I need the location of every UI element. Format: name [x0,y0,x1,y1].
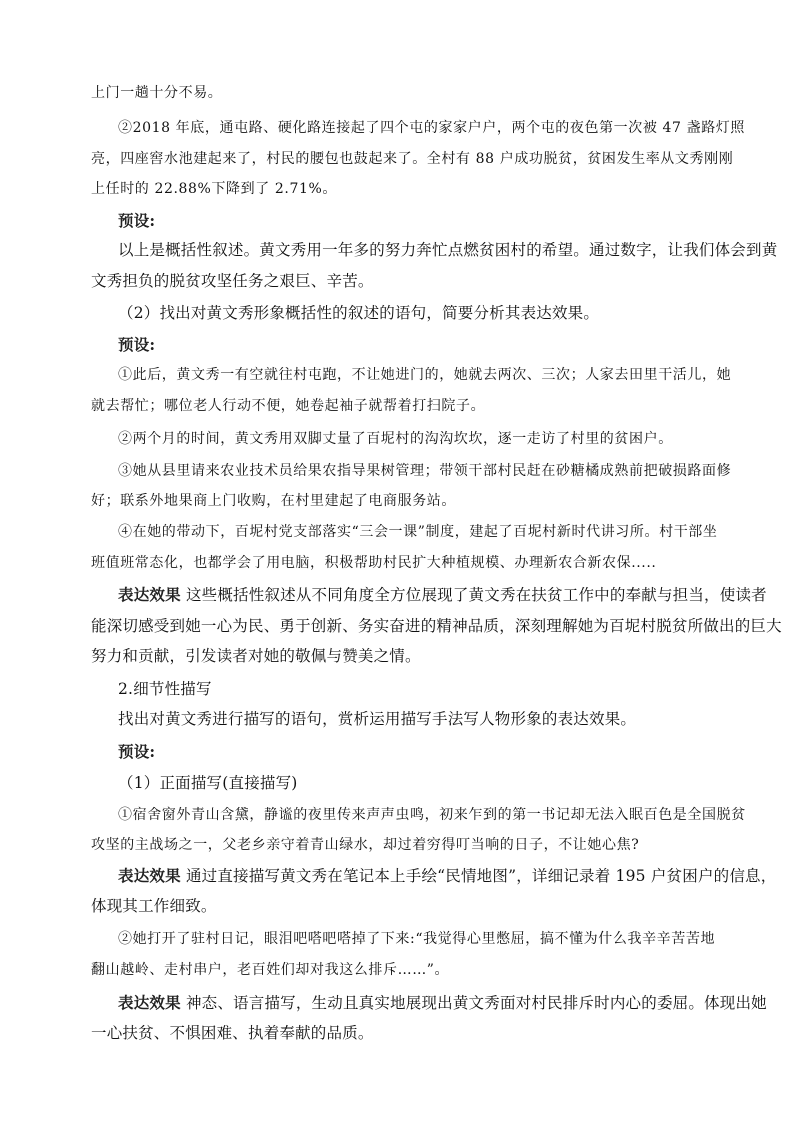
preset-label: 预设: [118,742,156,761]
text-line: ①此后，黄文秀一有空就往村屯跑，不让她进门的，她就去两次、三次；人家去田里干活儿，她 [118,367,732,383]
effect-label: 表达效果 [118,585,181,604]
text-line: 上任时的 22.88%下降到了 2.71%。 [91,181,337,197]
text-line: 好；联系外地果商上门收购，在村里建起了电商服务站。 [91,493,456,509]
effect-label: 表达效果 [118,866,181,885]
question-line: （2）找出对黄文秀形象概括性的叙述的语句，简要分析其表达效果。 [118,304,600,322]
text-line: ②她打开了驻村日记，眼泪吧嗒吧嗒掉了下来:“我觉得心里憋屈，搞不懂为什么我辛辛苦苦地 [118,931,716,947]
effect-text: 通过直接描写黄文秀在笔记本上手绘“民情地图”，详细记录着 195 户贫困户的信息， [185,867,777,885]
text-line: 能深切感受到她一心为民、勇于创新、务实奋进的精神品质，深刻理解她为百坭村脱贫所做出的巨大 [91,617,782,635]
question-line: 找出对黄文秀进行描写的语句，赏析运用描写手法写人物形象的表达效果。 [118,710,637,728]
preset-label: 预设: [118,211,156,230]
text-line: 就去帮忙；哪位老人行动不便，她卷起袖子就帮着打扫院子。 [91,398,486,414]
section-heading: 2.细节性描写 [118,680,212,698]
effect-paragraph [118,583,767,605]
text-line: 班值班常态化，也都学会了用电脑，积极帮助村民扩大种植规模、办理新农合新农保..... [91,555,657,571]
text-line: 文秀担负的脱贫攻坚任务之艰巨、辛苦。 [91,272,374,290]
effect-paragraph [118,991,767,1013]
text-line: 以上是概括性叙述。黄文秀用一年多的努力奔忙点燃贫困村的希望。通过数字，让我们体会到黄 [118,241,778,259]
text-line: 一心扶贫、不惧困难、执着奉献的品质。 [91,1024,374,1042]
text-line: 攻坚的主战场之一，父老乡亲守着青山绿水，却过着穷得叮当响的日子，不让她心焦? [91,837,640,853]
text-line: ①宿舍窗外青山含黛，静谧的夜里传来声声虫鸣，初来乍到的第一书记却无法入眠百色是全国脱贫 [118,807,746,823]
text-line: 体现其工作细致。 [91,897,217,915]
text-line: 上门一趟十分不易。 [91,85,223,101]
preset-label: 预设: [118,335,156,354]
text-line: ④在她的带动下，百坭村党支部落实“三会一课”制度，建起了百坭村新时代讲习所。村干部坐 [118,524,718,540]
text-line: ②两个月的时间，黄文秀用双脚丈量了百坭村的沟沟坎坎，逐一走访了村里的贫困户。 [118,431,673,447]
text-line: ②2018 年底，通屯路、硬化路连接起了四个屯的家家户户，两个屯的夜色第一次被 47 盏路灯照 [118,120,745,136]
effect-label: 表达效果 [118,993,181,1012]
sub-heading: （1）正面描写(直接描写) [118,774,298,792]
text-line: 翻山越岭、走村串户，老百姓们却对我这么排斥……”。 [91,962,450,978]
text-line: 亮，四座窖水池建起来了，村民的腰包也鼓起来了。全村有 88 户成功脱贫，贫困发生率从文秀刚刚 [91,151,734,167]
effect-paragraph [118,864,777,886]
effect-text: 这些概括性叙述从不同角度全方位展现了黄文秀在扶贫工作中的奉献与担当，使读者 [185,586,767,604]
text-line: ③她从县里请来农业技术员给果农指导果树管理；带领干部村民赶在砂糖橘成熟前把破损路面修 [118,463,732,479]
effect-text: 神态、语言描写，生动且真实地展现出黄文秀面对村民排斥时内心的委屈。体现出她 [185,994,767,1012]
text-line: 努力和贡献，引发读者对她的敬佩与赞美之情。 [91,647,421,665]
